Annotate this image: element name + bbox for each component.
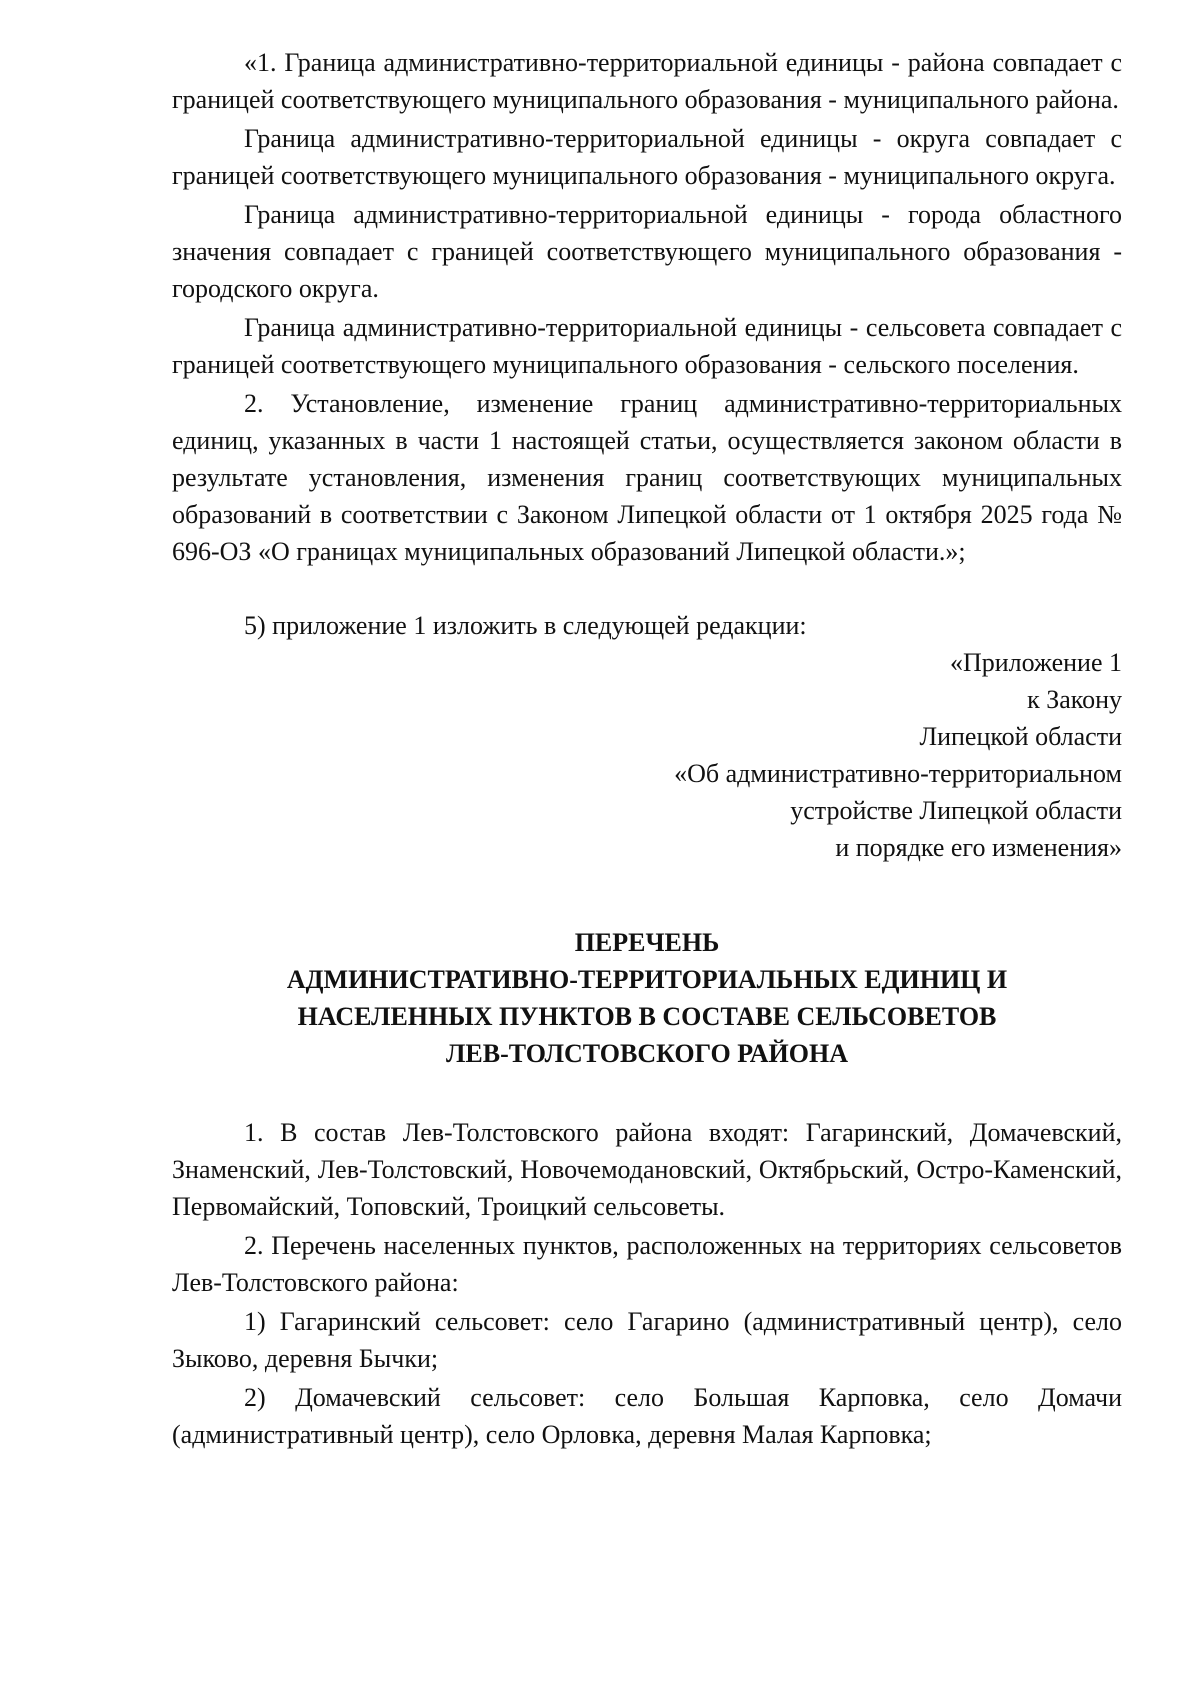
appendix-header [172,644,1122,866]
title-line: ЛЕВ-ТОЛСТОВСКОГО РАЙОНА [446,1039,848,1068]
paragraph-border-district: «1. Граница административно-территориальной единицы - района совпадает с границей соответствующего муниципального образования - муниципального района. [172,48,1122,114]
appendix-header-line: «Приложение 1 [949,648,1122,677]
paragraph-border-change: 2. Установление, изменение границ административно-территориальных единиц, указанных в части 1 настоящей статьи, осуществляется законом области в результате установления, изменения границ соответствующих муниципальных образований в соответствии с Законом Липецкой области от 1 октября 2025 года № 696-ОЗ «О границах муниципальных образований Липецкой области.»; [172,389,1122,566]
paragraph-settlements-intro: 2. Перечень населенных пунктов, расположенных на территориях сельсоветов Лев-Толстовского района: [172,1231,1122,1297]
appendix-header-line: и порядке его изменения» [835,833,1122,862]
appendix-header-line: «Об административно-территориальном [674,759,1122,788]
paragraph-border-city: Граница административно-территориальной единицы - города областного значения совпадает с границей соответствующего муниципального образования - городского округа. [172,200,1122,303]
paragraph-border-selsovet: Граница административно-территориальной единицы - сельсовета совпадает с границей соответствующего муниципального образования - сельского поселения. [172,313,1122,379]
paragraph-gagarinsky: 1) Гагаринский сельсовет: село Гагарино (административный центр), село Зыково, деревня Бычки; [172,1307,1122,1373]
title-line: ПЕРЕЧЕНЬ [574,928,720,957]
blank-line [172,570,1122,607]
appendix-header-line: устройстве Липецкой области [790,796,1122,825]
document-page [172,44,1122,1453]
paragraph-district-composition: 1. В состав Лев-Толстовского района входят: Гагаринский, Домачевский, Знаменский, Лев-Толстовский, Новочемодановский, Октябрьский, Остро-Каменский, Первомайский, Топовский, Троицкий сельсоветы. [172,1118,1122,1221]
title-line: АДМИНИСТРАТИВНО-ТЕРРИТОРИАЛЬНЫХ ЕДИНИЦ И [286,965,1008,994]
appendix-header-line: Липецкой области [919,722,1122,751]
list-title [172,924,1122,1072]
appendix-header-line: к Закону [1027,685,1122,714]
blank-line [172,1072,1122,1114]
paragraph-border-okrug: Граница административно-территориальной единицы - округа совпадает с границей соответствующего муниципального образования - муниципального округа. [172,124,1122,190]
paragraph-domachevsky: 2) Домачевский сельсовет: село Большая Карповка, село Домачи (административный центр), село Орловка, деревня Малая Карповка; [172,1383,1122,1449]
title-line: НАСЕЛЕННЫХ ПУНКТОВ В СОСТАВЕ СЕЛЬСОВЕТОВ [297,1002,997,1031]
item-5-text: 5) приложение 1 изложить в следующей редакции: [244,611,807,640]
